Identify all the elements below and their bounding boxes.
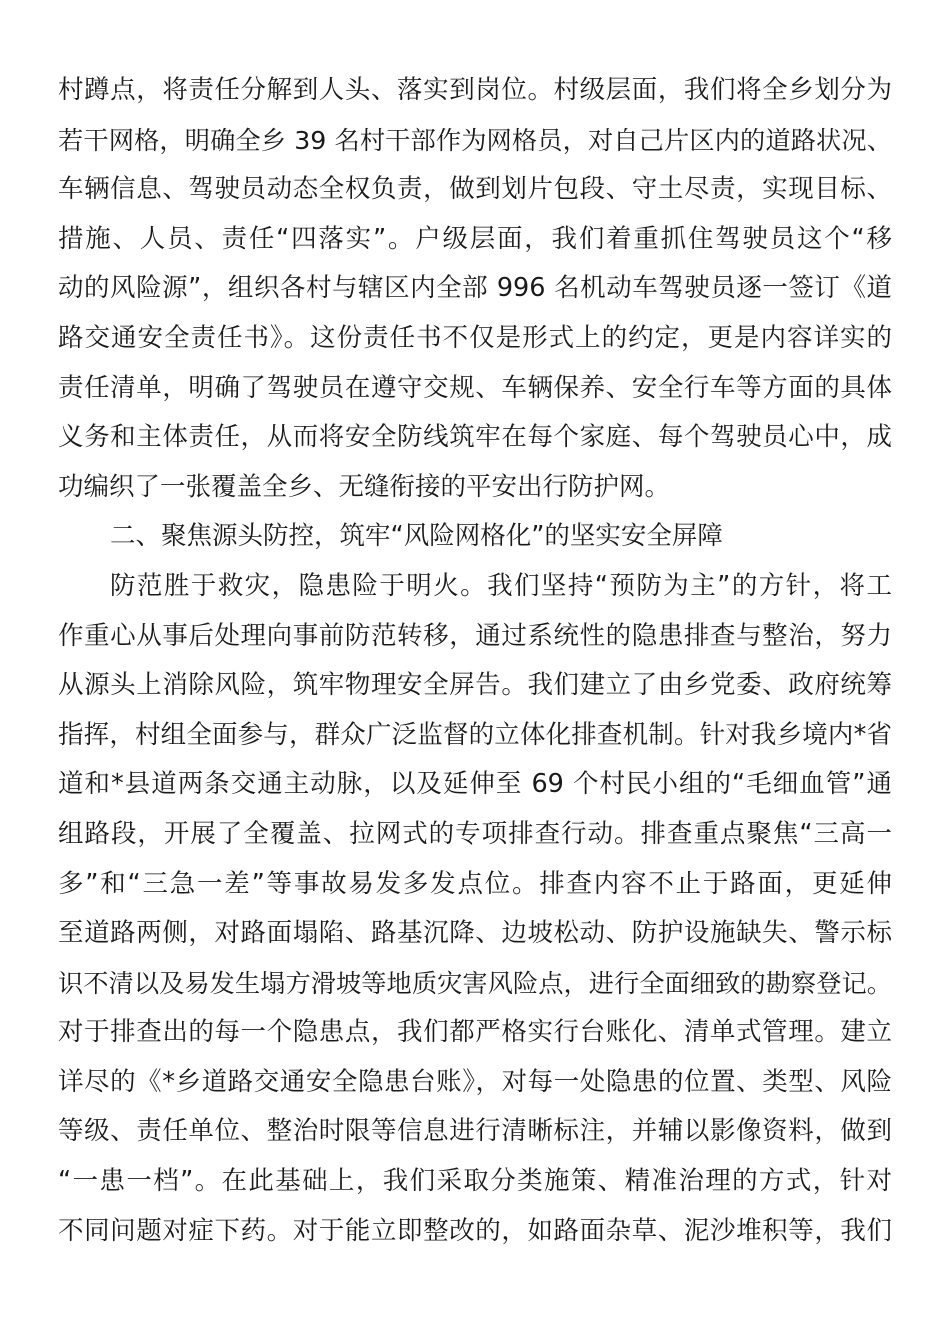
paragraph-continued — [58, 66, 892, 512]
text-line: 动的风险源”，组织各村与辖区内全部 996 名机动车驾驶员逐一签订《道 — [58, 273, 892, 304]
text-line: 义务和主体责任，从而将安全防线筑牢在每个家庭、每个驾驶员心中，成 — [58, 422, 892, 453]
text-line: 车辆信息、驾驶员动态全权负责，做到划片包段、守土尽责，实现目标、 — [58, 174, 892, 205]
text-line-first: 防范胜于救灾，隐患险于明火。我们坚持“预防为主”的方针，将工 — [110, 570, 892, 601]
text-line: 村蹲点，将责任分解到人头、落实到岗位。村级层面，我们将全乡划分为 — [58, 75, 892, 105]
document-page — [58, 66, 892, 1256]
text-line: 道和*县道两条交通主动脉，以及延伸至 69 个村民小组的“毛细血管”通 — [58, 769, 892, 800]
text-line: 至道路两侧，对路面塌陷、路基沉降、边坡松动、防护设施缺失、警示标 — [58, 918, 892, 949]
text-line: 多”和“三急一差”等事故易发多发点位。排查内容不止于路面，更延伸 — [58, 868, 892, 899]
text-line: 指挥，村组全面参与，群众广泛监督的立体化排查机制。针对我乡境内*省 — [58, 719, 892, 750]
section-heading — [58, 512, 892, 562]
paragraph — [58, 562, 892, 1256]
text-line: 对于排查出的每一个隐患点，我们都严格实行台账化、清单式管理。建立 — [58, 1017, 892, 1048]
text-line: “一患一档”。在此基础上，我们采取分类施策、精准治理的方式，针对 — [58, 1166, 892, 1197]
text-line: 措施、人员、责任“四落实”。户级层面，我们着重抓住驾驶员这个“移 — [58, 223, 892, 254]
text-line: 等级、责任单位、整治时限等信息进行清晰标注，并辅以影像资料，做到 — [58, 1116, 892, 1147]
text-line: 详尽的《*乡道路交通安全隐患台账》，对每一处隐患的位置、类型、风险 — [58, 1066, 892, 1097]
text-line: 责任清单，明确了驾驶员在遵守交规、车辆保养、安全行车等方面的具体 — [58, 372, 892, 403]
text-line: 路交通安全责任书》。这份责任书不仅是形式上的约定，更是内容详实的 — [58, 322, 892, 353]
text-line: 识不清以及易发生塌方滑坡等地质灾害风险点，进行全面细致的勘察登记。 — [58, 968, 892, 998]
text-line: 从源头上消除风险，筑牢物理安全屏告。我们建立了由乡党委、政府统筹 — [58, 670, 892, 701]
text-line-last: 功编织了一张覆盖全乡、无缝衔接的平安出行防护网。 — [58, 471, 671, 502]
text-line: 作重心从事后处理向事前防范转移，通过系统性的隐患排查与整治，努力 — [58, 620, 892, 651]
text-line: 若干网格，明确全乡 39 名村干部作为网格员，对自己片区内的道路状况、 — [58, 125, 892, 155]
text-line: 不同问题对症下药。对于能立即整改的，如路面杂草、泥沙堆积等，我们 — [58, 1215, 892, 1246]
text-line: 组路段，开展了全覆盖、拉网式的专项排查行动。排查重点聚焦“三高一 — [58, 818, 892, 849]
heading-line: 二、聚焦源头防控，筑牢“风险网格化”的坚实安全屏障 — [110, 521, 723, 552]
